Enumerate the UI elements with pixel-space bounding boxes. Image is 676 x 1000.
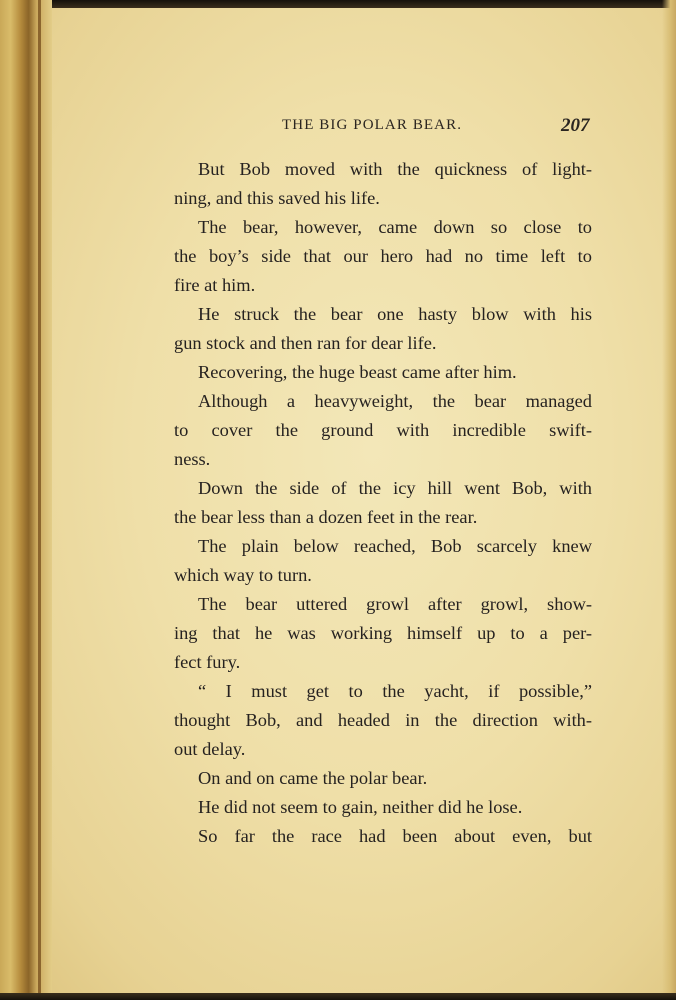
- body-text: [174, 155, 592, 851]
- page-top-edge: [0, 0, 676, 8]
- text-line: thought Bob, and headed in the direction with-: [174, 710, 592, 730]
- text-line: The bear uttered growl after growl, show-: [198, 594, 592, 614]
- text-line: The bear, however, came down so close to: [198, 217, 592, 237]
- text-line: On and on came the polar bear.: [198, 768, 428, 788]
- text-line: Recovering, the huge beast came after him.: [198, 362, 517, 382]
- text-line: So far the race had been about even, but: [198, 826, 592, 846]
- text-line: out delay.: [174, 739, 246, 759]
- text-line: ning, and this saved his life.: [174, 188, 380, 208]
- text-line: to cover the ground with incredible swift-: [174, 420, 592, 440]
- text-line: fire at him.: [174, 275, 256, 295]
- running-title: THE BIG POLAR BEAR.: [282, 117, 463, 133]
- text-line: He did not seem to gain, neither did he lose.: [198, 797, 523, 817]
- text-line: “ I must get to the yacht, if possible,”: [198, 681, 592, 701]
- text-line: the bear less than a dozen feet in the rear.: [174, 507, 478, 527]
- text-line: But Bob moved with the quickness of light-: [198, 159, 592, 179]
- text-line: Although a heavyweight, the bear managed: [198, 391, 592, 411]
- page-right-edge: [662, 0, 676, 1000]
- text-line: ing that he was working himself up to a per-: [174, 623, 592, 643]
- text-line: He struck the bear one hasty blow with his: [198, 304, 592, 324]
- text-line: ness.: [174, 449, 211, 469]
- book-gutter: [0, 0, 52, 1000]
- text-line: gun stock and then ran for dear life.: [174, 333, 437, 353]
- text-line: The plain below reached, Bob scarcely knew: [198, 536, 592, 556]
- text-line: fect fury.: [174, 652, 241, 672]
- text-line: Down the side of the icy hill went Bob, with: [198, 478, 592, 498]
- page-number: 207: [561, 115, 590, 136]
- page-header: [0, 117, 676, 141]
- binding-line: [38, 0, 41, 1000]
- text-line: which way to turn.: [174, 565, 312, 585]
- page-bottom-edge: [0, 993, 676, 1000]
- text-line: the boy’s side that our hero had no time left to: [174, 246, 592, 266]
